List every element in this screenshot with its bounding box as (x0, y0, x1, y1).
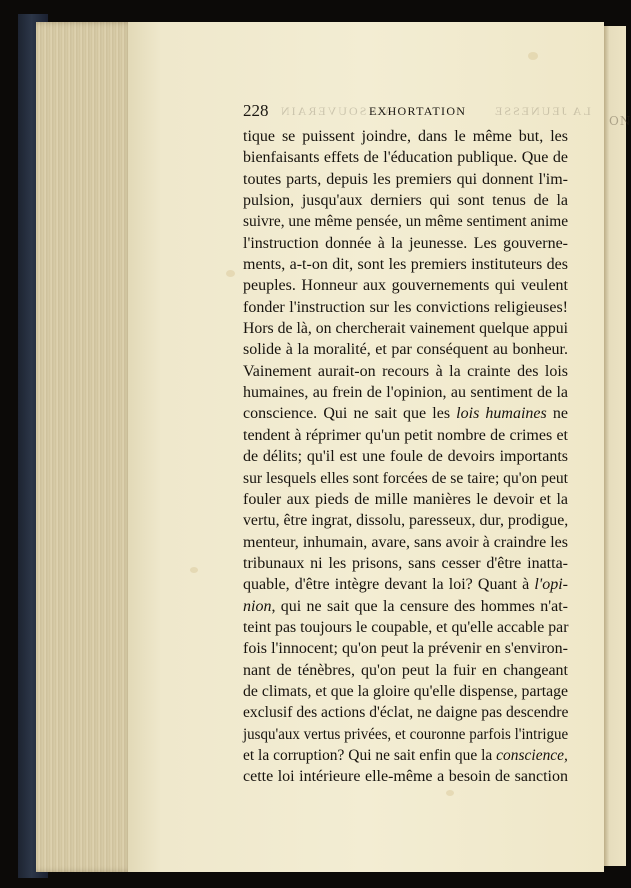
italic-phrase: lois humaines (456, 405, 547, 423)
text-line: bienfaisants effets de l'éducation publique. Que de (243, 149, 568, 167)
text-line: nant de ténèbres, qu'on peut la fuir en changeant (243, 661, 568, 679)
text-line: l'instruction donnée à la jeunesse. Les gouverne- (243, 234, 568, 252)
text-line: de climats, et que la gloire qu'elle dispense, partage (243, 682, 569, 700)
text-line: toutes parts, depuis les premiers qui donnent l'im- (243, 170, 568, 188)
italic-phrase: l'opi- (534, 576, 568, 594)
italic-phrase: nion (243, 597, 272, 615)
facing-page-ghost-text: ON (609, 114, 631, 128)
text-run: quable, d'être intègre devant la loi? Quant à (243, 576, 535, 594)
text-line: Vainement aurait-on recours à la crainte des lois (243, 362, 568, 380)
text-line: tique se puissent joindre, dans le même but, les (243, 128, 568, 145)
running-title: EXHORTATION (369, 104, 467, 118)
text-line: sur lesquels elles sont forcées de se taire; qu'on peut (243, 469, 569, 487)
text-line: vertu, être ingrat, dissolu, paresseux, dur, prodigue, (243, 512, 569, 530)
text-run: et la corruption? Qui ne sait enfin que la (243, 746, 497, 764)
text-line: fois l'innocent; qu'on peut la prévenir en s'environ- (243, 640, 568, 658)
text-line (243, 745, 568, 766)
page-block-edges (36, 22, 134, 872)
foxing-spot (226, 270, 235, 277)
facing-page-bleed-text: LA JEUNESSE (493, 104, 591, 118)
page-number: 228 (243, 101, 269, 120)
text-line: peuples. Honneur aux gouvernements qui veulent (243, 277, 568, 295)
text-line: jusqu'aux vertus privées, et couronne parfois l'intrigue (243, 725, 569, 743)
text-line: exclusif des actions d'éclat, ne daigne pas descendre (243, 704, 569, 722)
text-line: Hors de là, on chercherait vainement quelque appui (243, 320, 569, 338)
body-text (243, 126, 568, 788)
text-line (243, 403, 568, 424)
text-line: tendent à réprimer qu'un petit nombre de crimes et (243, 426, 568, 444)
text-line (243, 596, 568, 617)
text-run: ne (546, 405, 568, 423)
italic-phrase: conscience, (496, 746, 568, 764)
foxing-spot (528, 52, 538, 60)
text-line: cette loi intérieure elle-même a besoin de sanction (243, 768, 568, 786)
text-line: tribunaux ni les prisons, sans cesser d'être inatta- (243, 554, 568, 572)
text-line: teint pas toujours le coupable, et qu'elle accable par (243, 618, 569, 636)
text-line: de délits; qu'il est une foule de devoirs importants (243, 448, 568, 466)
facing-page-bleed-text: AU SOUVERAIN (279, 104, 393, 118)
text-line: pulsion, jusqu'aux derniers qui sont tenus de la (243, 192, 568, 210)
text-line: ments, a-t-on dit, sont les premiers instituteurs des (243, 256, 568, 274)
text-line: fonder l'instruction sur les convictions religieuses! (243, 298, 568, 316)
text-run: conscience. Qui ne sait que les (243, 405, 457, 423)
text-line (243, 574, 568, 595)
page-header (243, 101, 591, 123)
text-line: fouler aux pieds de mille manières le devoir et la (243, 490, 568, 508)
text-line: suivre, une même pensée, un même sentiment anime (243, 213, 569, 231)
text-line: humaines, au frein de l'opinion, au sentiment de la (243, 384, 568, 402)
text-line: menteur, inhumain, avare, sans avoir à craindre les (243, 533, 568, 551)
text-run: , qui ne sait que la censure des hommes n'at- (271, 597, 568, 615)
text-line: solide à la moralité, et par conséquent au bonheur. (243, 341, 568, 359)
foxing-spot (446, 790, 454, 796)
foxing-spot (190, 567, 198, 573)
facing-page-edge (604, 26, 631, 866)
